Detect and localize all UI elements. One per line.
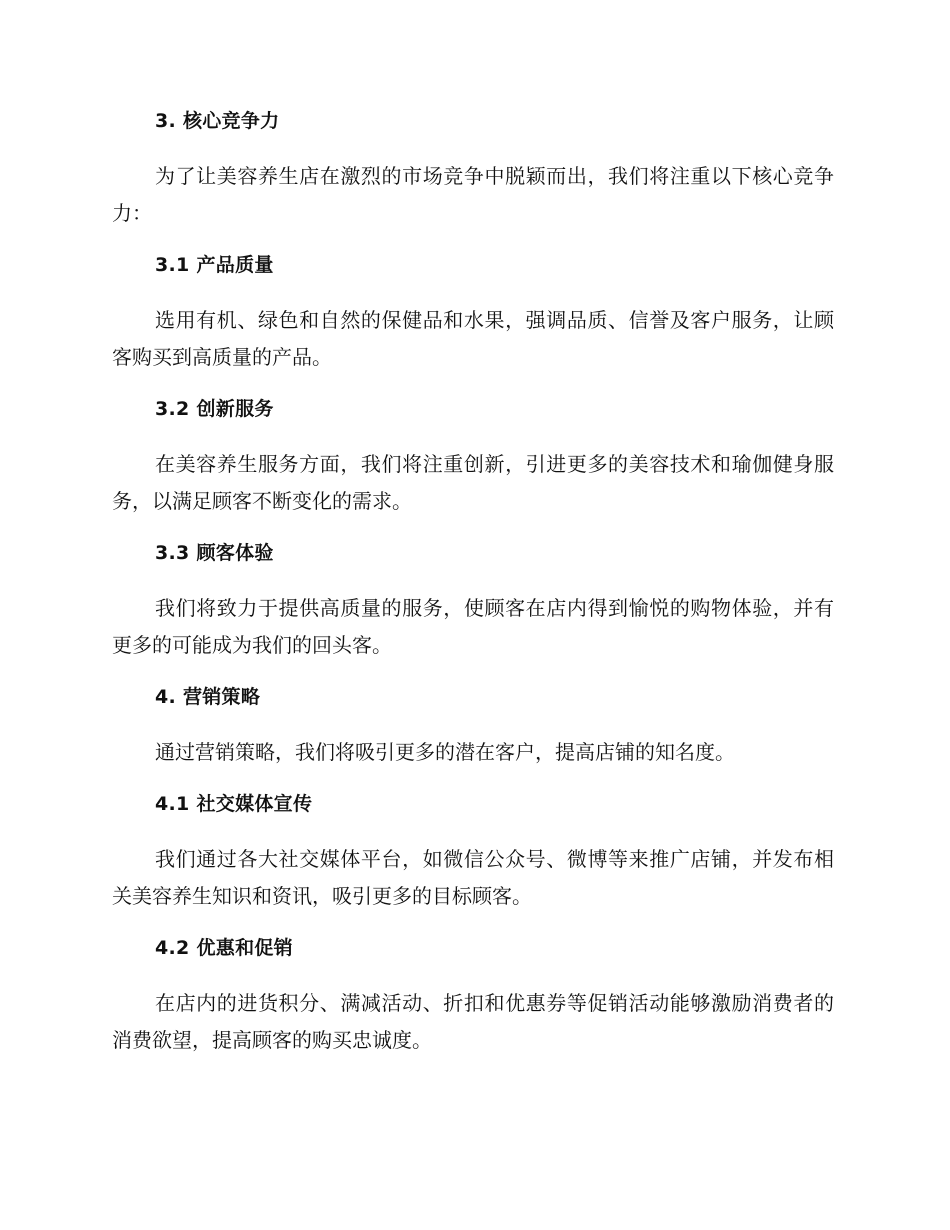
section-paragraph: 我们将致力于提供高质量的服务，使顾客在店内得到愉悦的购物体验，并有更多的可能成为我们的回头客。: [112, 596, 834, 657]
section-heading: 4.2 优惠和促销: [155, 937, 293, 959]
section-paragraph: 我们通过各大社交媒体平台，如微信公众号、微博等来推广店铺，并发布相关美容养生知识和资讯，吸引更多的目标顾客。: [112, 847, 834, 908]
section-paragraph: 为了让美容养生店在激烈的市场竞争中脱颖而出，我们将注重以下核心竞争力：: [112, 164, 834, 225]
section-heading: 3.2 创新服务: [155, 398, 274, 420]
section-paragraph: 在店内的进货积分、满减活动、折扣和优惠券等促销活动能够激励消费者的消费欲望，提高顾客的购买忠诚度。: [112, 991, 834, 1052]
section-heading: 4.1 社交媒体宣传: [155, 793, 313, 815]
section-paragraph: 通过营销策略，我们将吸引更多的潜在客户，提高店铺的知名度。: [155, 740, 735, 764]
section-heading: 4. 营销策略: [155, 686, 261, 708]
section-heading: 3. 核心竞争力: [155, 110, 280, 132]
document-page: [112, 106, 834, 1077]
section-heading: 3.3 顾客体验: [155, 542, 274, 564]
section-paragraph: 选用有机、绿色和自然的保健品和水果，强调品质、信誉及客户服务，让顾客购买到高质量的产品。: [112, 308, 834, 369]
section-paragraph: 在美容养生服务方面，我们将注重创新，引进更多的美容技术和瑜伽健身服务，以满足顾客不断变化的需求。: [112, 452, 834, 513]
section-heading: 3.1 产品质量: [155, 254, 274, 276]
